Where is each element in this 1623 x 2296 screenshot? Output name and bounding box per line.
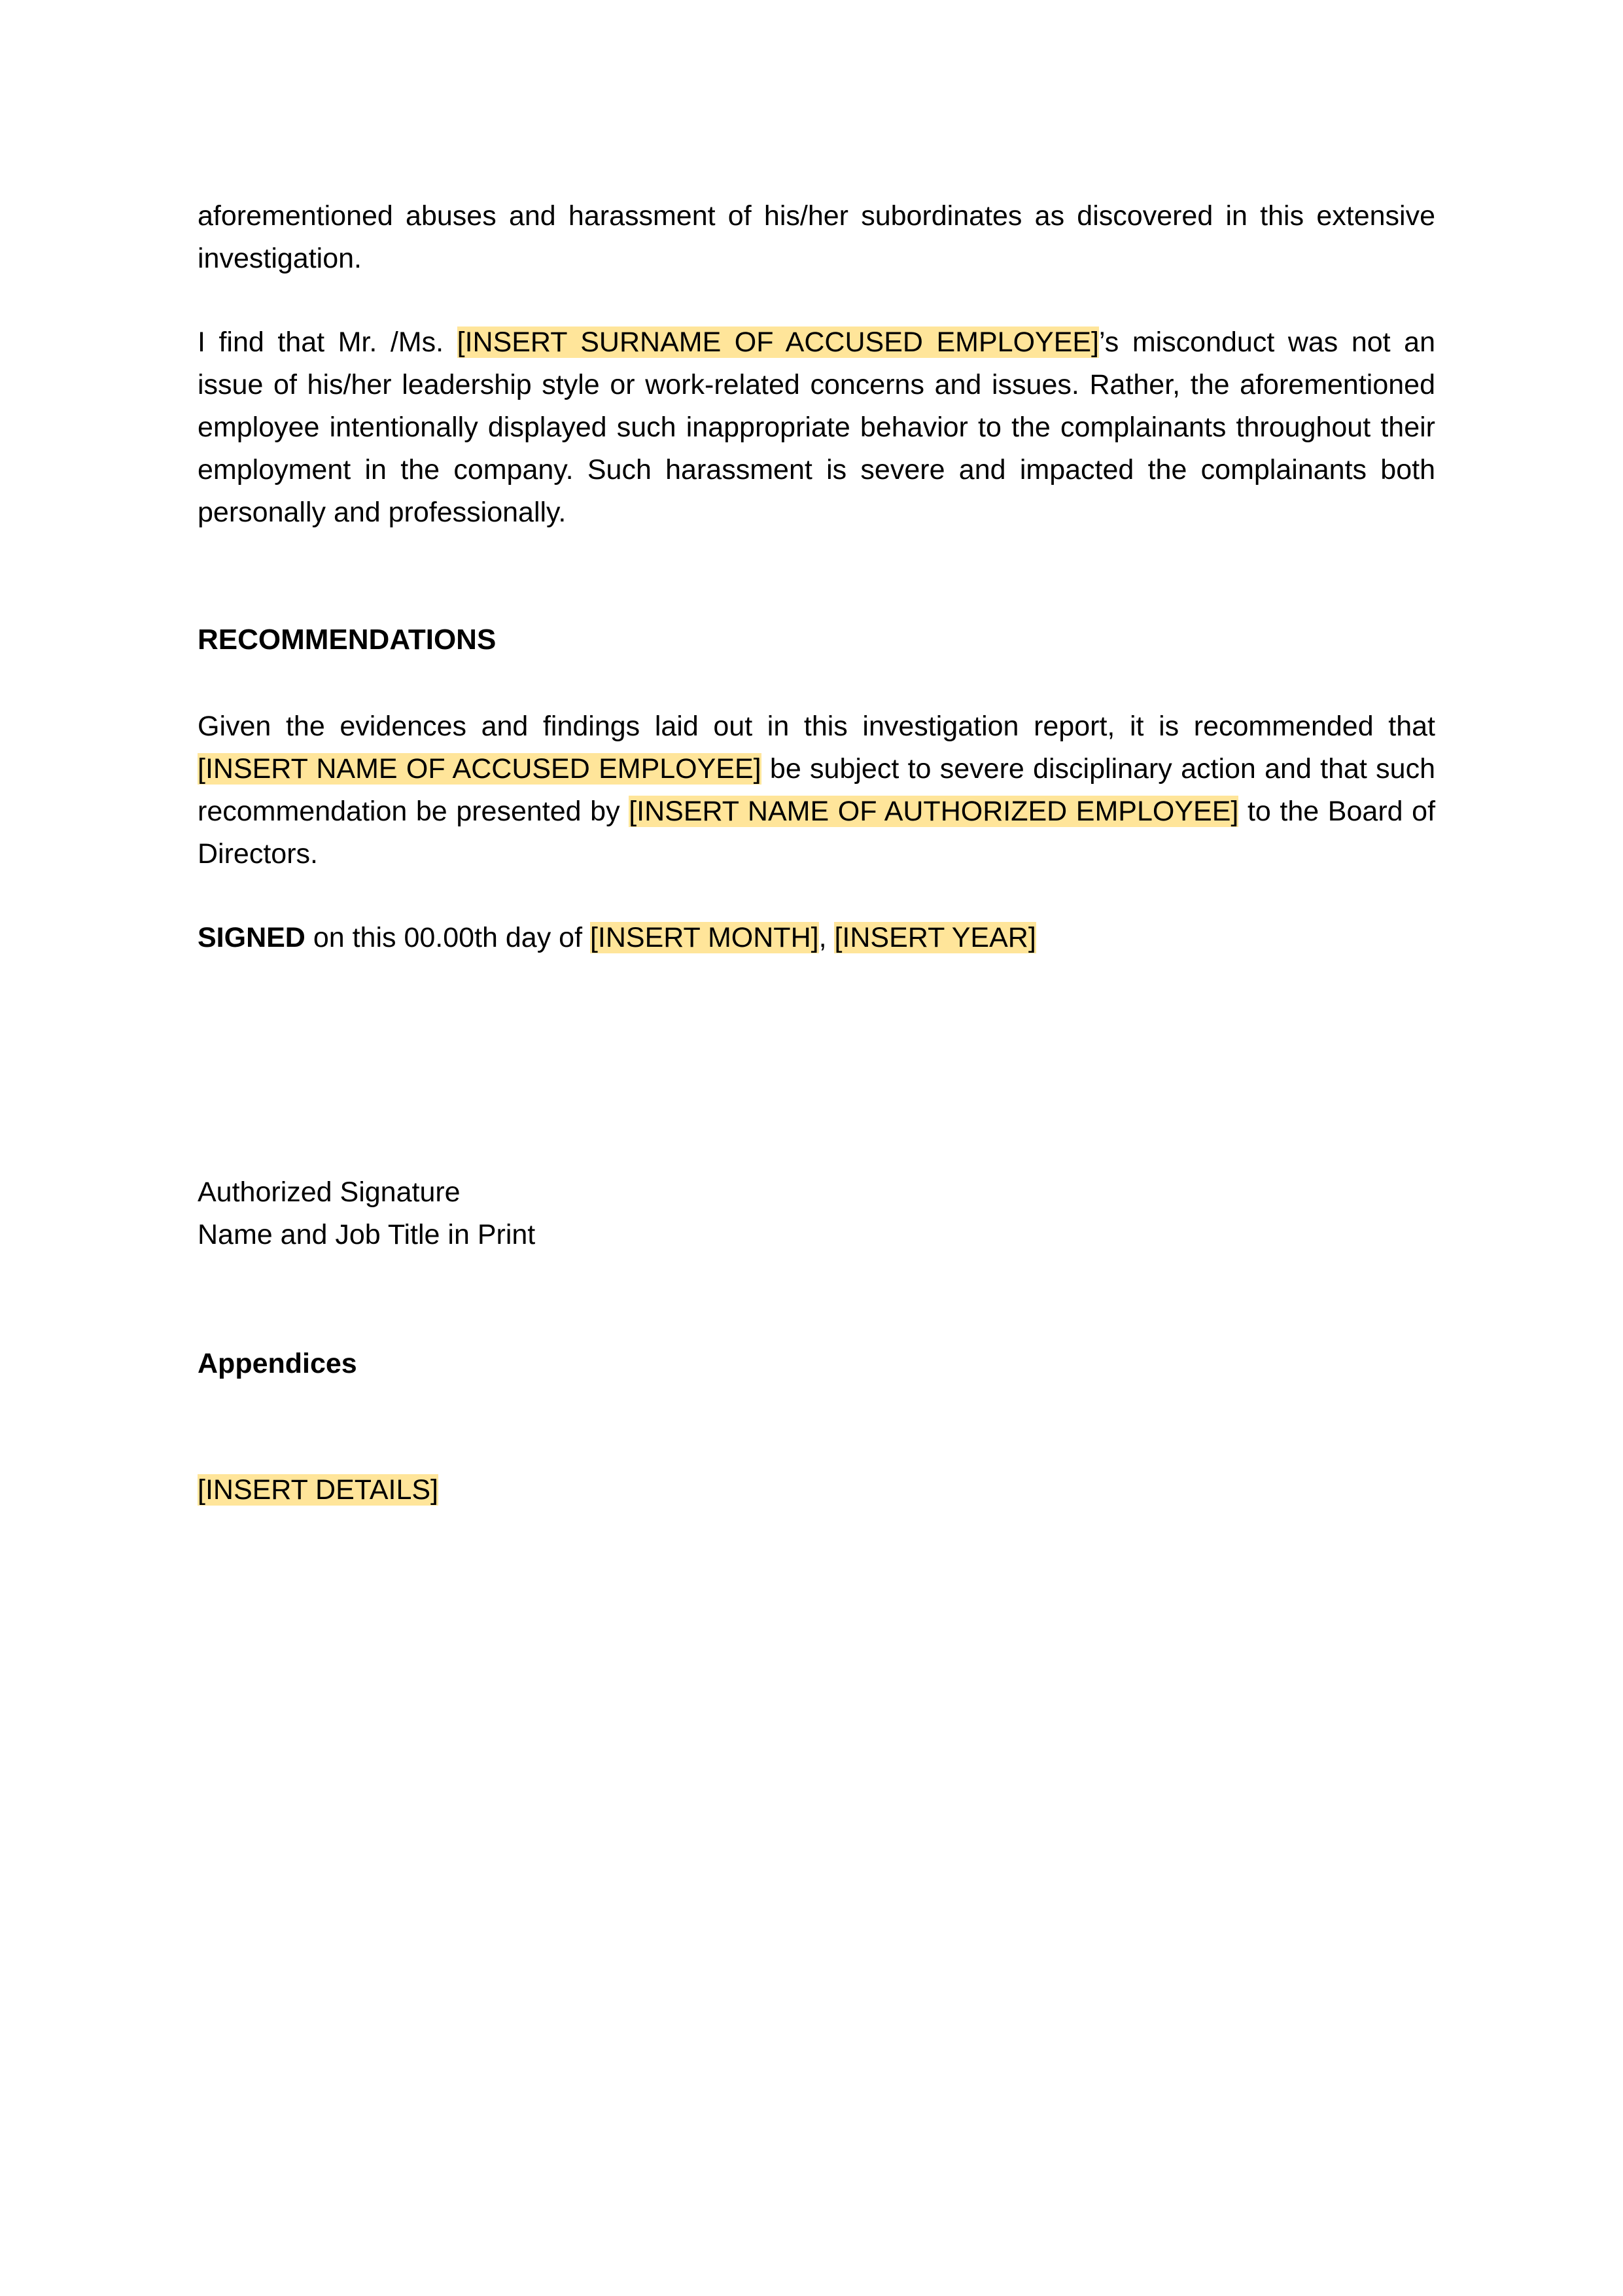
paragraph-finding xyxy=(198,321,1435,534)
paragraph-recommendation xyxy=(198,705,1435,875)
signature-line-name-title: Name and Job Title in Print xyxy=(198,1219,536,1250)
placeholder-year: [INSERT YEAR] xyxy=(834,922,1036,953)
recommendation-text-after: to the Board of Directors. xyxy=(198,796,1436,870)
placeholder-accused-surname: [INSERT SURNAME OF ACCUSED EMPLOYEE] xyxy=(457,327,1099,358)
signature-block xyxy=(198,1171,1435,1256)
paragraph-continued xyxy=(198,195,1435,280)
placeholder-details: [INSERT DETAILS] xyxy=(198,1474,438,1506)
paragraph-continued-text: aforementioned abuses and harassment of his/her subordinates as discovered in this extensive investigation. xyxy=(198,200,1435,274)
signed-line xyxy=(198,917,1435,959)
placeholder-accused-name: [INSERT NAME OF ACCUSED EMPLOYEE] xyxy=(198,753,761,785)
recommendations-heading: RECOMMENDATIONS xyxy=(198,624,497,656)
finding-text-before: I find that Mr. /Ms. xyxy=(198,327,457,358)
signed-separator: , xyxy=(818,922,835,953)
placeholder-authorized-name: [INSERT NAME OF AUTHORIZED EMPLOYEE] xyxy=(629,796,1239,827)
recommendation-text-before: Given the evidences and findings laid out in this investigation report, it is recommended that xyxy=(198,711,1435,742)
placeholder-month: [INSERT MONTH] xyxy=(589,922,819,953)
recommendation-text-middle: be subject to severe disciplinary action and that such recommendation be presented by xyxy=(198,753,1435,827)
signed-text: on this 00.00th day of xyxy=(305,922,590,953)
finding-text-after: ’s misconduct was not an issue of his/her leadership style or work-related concerns and issues. Rather, the aforementioned employee intentionally displayed such inappropriate behavior to the complainants throughout their employment in the company. Such harassment is severe and impacted the complainants both personally and professionally. xyxy=(198,327,1435,528)
appendices-content xyxy=(198,1469,1435,1511)
appendices-heading: Appendices xyxy=(198,1348,357,1379)
signed-label: SIGNED xyxy=(198,922,305,953)
signature-line-authorized: Authorized Signature xyxy=(198,1176,461,1208)
